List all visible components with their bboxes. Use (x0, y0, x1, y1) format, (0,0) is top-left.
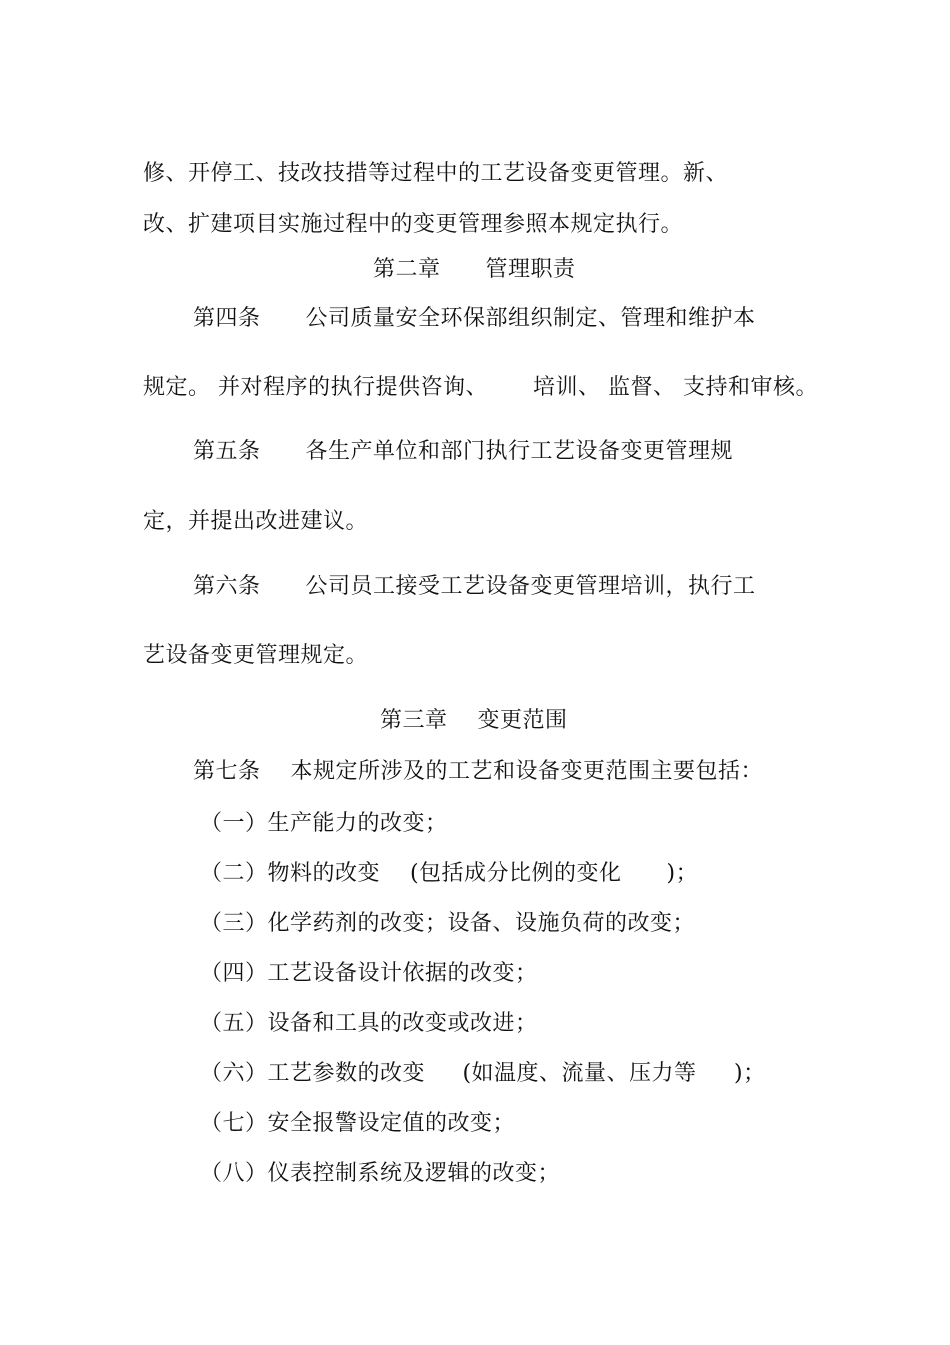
list-item: （三）化学药剂的改变；设备、设施负荷的改变； (200, 911, 696, 936)
list-item: （六）工艺参数的改变 (如温度、流量、压力等 )； (200, 1061, 766, 1086)
paragraph-line: 改、扩建项目实施过程中的变更管理参照本规定执行。 (143, 212, 684, 237)
chapter-title: 第二章 管理职责 (373, 257, 576, 282)
article-5-line: 定，并提出改进建议。 (143, 509, 369, 534)
article-6-line: 第六条 公司员工接受工艺设备变更管理培训，执行工 (193, 574, 756, 599)
article-6-line: 艺设备变更管理规定。 (143, 643, 369, 668)
list-item: （五）设备和工具的改变或改进； (200, 1011, 538, 1036)
list-item: （七）安全报警设定值的改变； (200, 1111, 516, 1136)
article-5-line: 第五条 各生产单位和部门执行工艺设备变更管理规 (193, 439, 733, 464)
article-7-line: 第七条 本规定所涉及的工艺和设备变更范围主要包括： (193, 759, 763, 784)
article-4-line: 第四条 公司质量安全环保部组织制定、管理和维护本 (193, 306, 756, 331)
list-item: （四）工艺设备设计依据的改变； (200, 961, 538, 986)
paragraph-line: 修、开停工、技改技措等过程中的工艺设备变更管理。新、 (143, 161, 729, 186)
list-item: （二）物料的改变 (包括成分比例的变化 )； (200, 861, 699, 886)
list-item: （八）仪表控制系统及逻辑的改变； (200, 1161, 561, 1186)
article-4-line: 规定。 并对程序的执行提供咨询、 培训、 监督、 支持和审核。 (143, 375, 818, 400)
chapter-title: 第三章 变更范围 (380, 708, 568, 733)
list-item: （一）生产能力的改变； (200, 811, 448, 836)
